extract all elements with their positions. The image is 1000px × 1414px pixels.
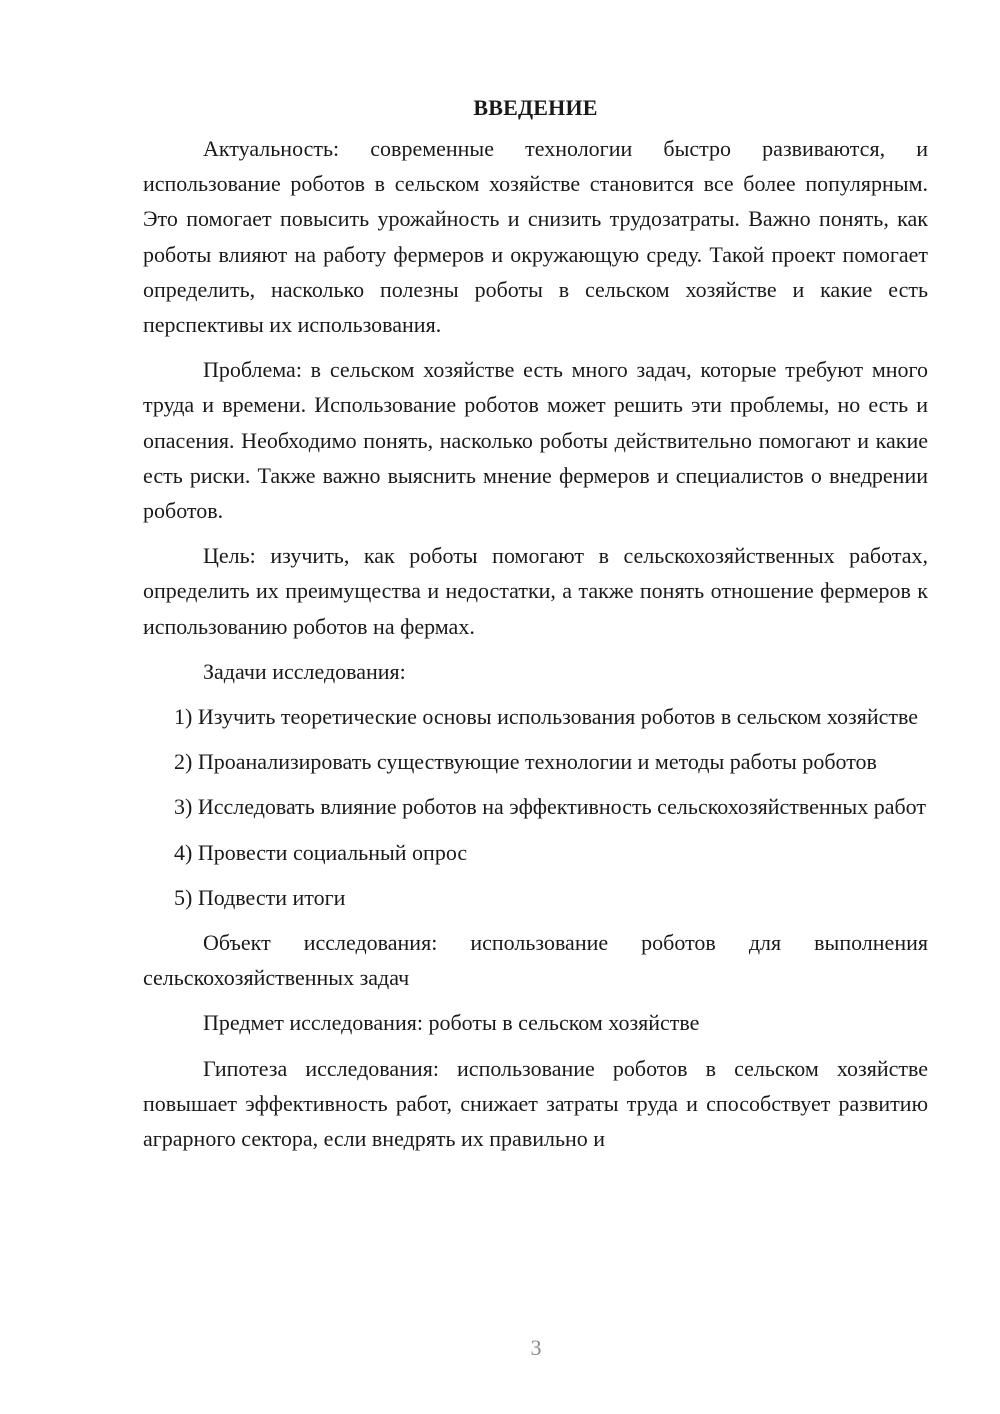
task-item-1: 1) Изучить теоретические основы использования роботов в сельском хозяйстве <box>174 704 919 730</box>
paragraph-subject: Предмет исследования: роботы в сельском хозяйстве <box>203 1010 700 1036</box>
task-item-4: 4) Провести социальный опрос <box>174 839 468 865</box>
section-title: ВВЕДЕНИЕ <box>473 95 598 120</box>
paragraph-hypothesis: Гипотеза исследования: использование роботов в сельском хозяйстве повышает эффективность работ, снижает затраты труда и способствует развитию аграрного сектора, если внедрять их правильно и <box>143 1055 928 1152</box>
task-item-5: 5) Подвести итоги <box>174 884 346 910</box>
document-page <box>143 90 928 1166</box>
task-item-3: 3) Исследовать влияние роботов на эффективность сельскохозяйственных работ <box>174 794 926 820</box>
task-item-2: 2) Проанализировать существующие технологии и методы работы роботов <box>174 749 877 775</box>
paragraph-tasks-heading: Задачи исследования: <box>203 658 406 684</box>
paragraph-relevance: Актуальность: современные технологии быстро развиваются, и использование роботов в сельском хозяйстве становится все более популярным. Это помогает повысить урожайность и снизить трудозатраты. Важно понять, как роботы влияют на работу фермеров и окружающую среду. Такой проект помогает определить, насколько полезны роботы в сельском хозяйстве и какие есть перспективы их использования. <box>143 136 928 338</box>
paragraph-goal: Цель: изучить, как роботы помогают в сельскохозяйственных работах, определить их преимущества и недостатки, а также понять отношение фермеров к использованию роботов на фермах. <box>143 543 928 639</box>
paragraph-problem: Проблема: в сельском хозяйстве есть много задач, которые требуют много труда и времени. Использование роботов может решить эти проблемы, но есть и опасения. Необходимо понять, насколько роботы действительно помогают и какие есть риски. Также важно выяснить мнение фермеров и специалистов о внедрении роботов. <box>143 357 928 524</box>
page-number: 3 <box>530 1335 542 1360</box>
paragraph-object: Объект исследования: использование роботов для выполнения сельскохозяйственных задач <box>143 930 928 991</box>
